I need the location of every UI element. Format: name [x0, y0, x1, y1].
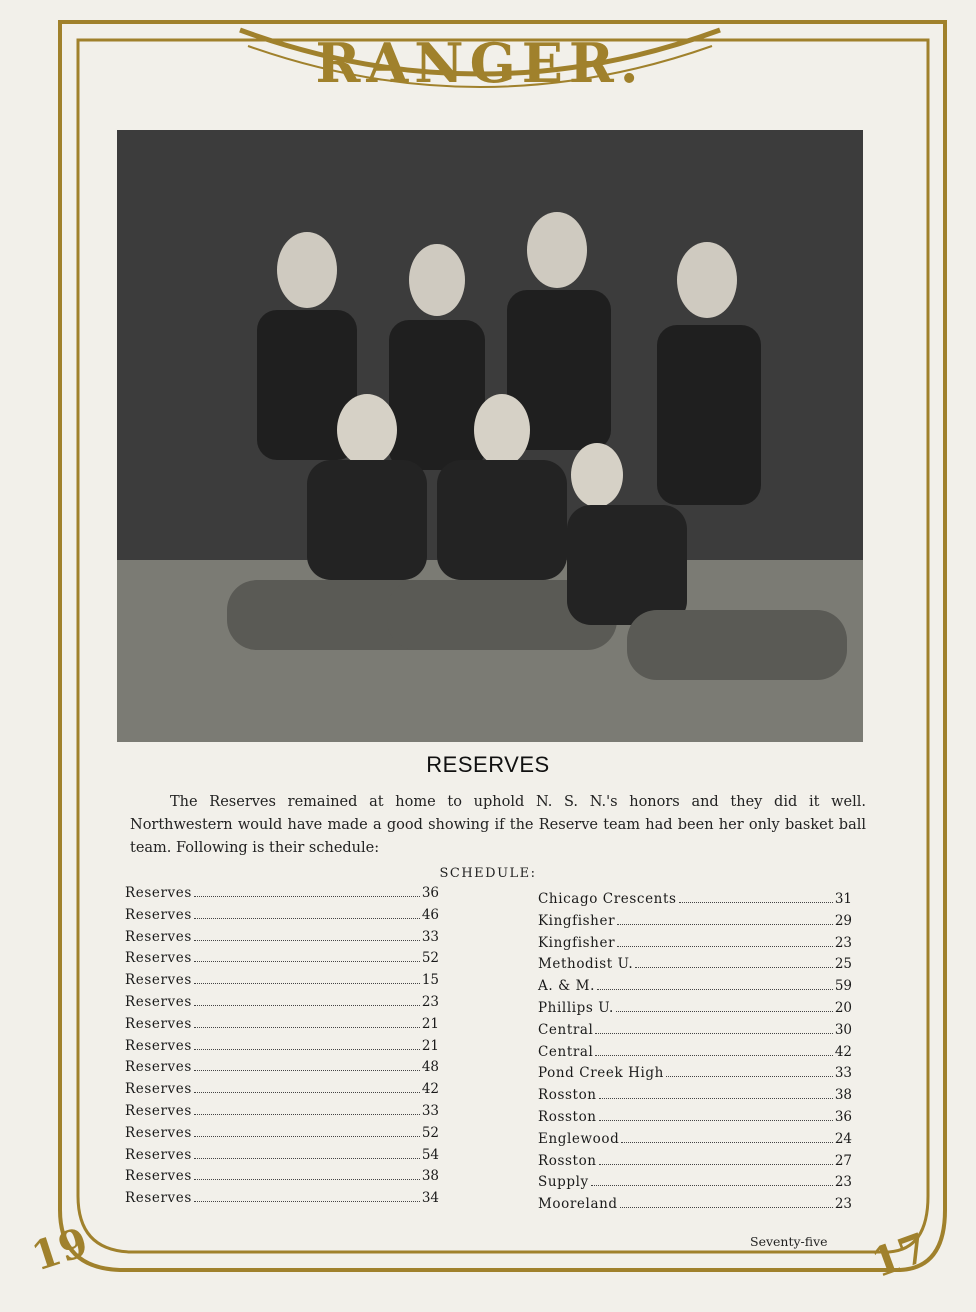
- dot-leader: [599, 1164, 833, 1165]
- dot-leader: [194, 983, 420, 984]
- dot-leader: [621, 1142, 832, 1143]
- team-name: Reserves: [125, 1037, 192, 1054]
- dot-leader: [194, 1158, 420, 1159]
- dot-leader: [617, 924, 833, 925]
- schedule-row-home: [125, 1081, 439, 1103]
- score: 52: [421, 1124, 439, 1141]
- score: 20: [834, 999, 852, 1016]
- team-name: Reserves: [125, 950, 192, 967]
- score: 15: [421, 972, 439, 989]
- schedule-row-home: [125, 994, 439, 1016]
- schedule-row-opponent: [538, 1065, 852, 1087]
- schedule-row-opponent: [538, 1109, 852, 1131]
- score: 23: [421, 993, 439, 1010]
- intro-paragraph: The Reserves remained at home to uphold N. S. N.'s honors and they did it well. Northwestern would have made a good showing if the Reserve team had been her only basket ball team. Following is their schedule:: [130, 794, 866, 856]
- team-name: Reserves: [125, 1124, 192, 1141]
- team-name: Reserves: [125, 1146, 192, 1163]
- score: 25: [834, 956, 852, 973]
- score: 33: [421, 928, 439, 945]
- team-name: Phillips U.: [538, 999, 614, 1016]
- score: 24: [834, 1130, 852, 1147]
- section-heading: RESERVES: [426, 752, 550, 777]
- team-name: Rosston: [538, 1087, 597, 1104]
- team-photo: [117, 130, 863, 742]
- dot-leader: [595, 1033, 832, 1034]
- schedule-row-home: [125, 1038, 439, 1060]
- dot-leader: [194, 1201, 420, 1202]
- schedule-row-opponent: [538, 1087, 852, 1109]
- score: 29: [834, 912, 852, 929]
- schedule-home-column: [125, 885, 439, 1212]
- schedule-label: SCHEDULE:: [439, 866, 537, 881]
- score: 21: [421, 1015, 439, 1032]
- schedule-row-opponent: [538, 1131, 852, 1153]
- schedule-row-home: [125, 972, 439, 994]
- dot-leader: [595, 1055, 832, 1056]
- schedule-opponent-column: [538, 891, 852, 1218]
- schedule-row-home: [125, 1059, 439, 1081]
- score: 38: [421, 1168, 439, 1185]
- team-name: Mooreland: [538, 1196, 618, 1213]
- dot-leader: [194, 918, 420, 919]
- team-name: Kingfisher: [538, 934, 616, 951]
- score: 46: [421, 906, 439, 923]
- score: 23: [834, 1196, 852, 1213]
- banner-title: RANGER.: [315, 31, 645, 95]
- team-name: Englewood: [538, 1130, 620, 1147]
- dot-leader: [194, 940, 420, 941]
- team-name: Reserves: [125, 1059, 192, 1076]
- year-right: 17: [865, 1223, 935, 1288]
- team-name: Reserves: [125, 972, 192, 989]
- team-name: Central: [538, 1021, 594, 1038]
- score: 36: [421, 885, 439, 901]
- score: 36: [834, 1108, 852, 1125]
- year-left: 19: [26, 1218, 94, 1281]
- score: 23: [834, 934, 852, 951]
- team-name: Reserves: [125, 885, 192, 901]
- dot-leader: [194, 1179, 420, 1180]
- schedule-row-home: [125, 1103, 439, 1125]
- schedule-row-opponent: [538, 1196, 852, 1218]
- score: 31: [834, 891, 852, 907]
- score: 21: [421, 1037, 439, 1054]
- schedule-row-opponent: [538, 1153, 852, 1175]
- team-name: Methodist U.: [538, 956, 634, 973]
- dot-leader: [617, 946, 833, 947]
- score: 52: [421, 950, 439, 967]
- dot-leader: [666, 1076, 833, 1077]
- dot-leader: [597, 989, 833, 990]
- team-name: A. & M.: [538, 978, 595, 995]
- schedule-row-opponent: [538, 1022, 852, 1044]
- dot-leader: [194, 961, 420, 962]
- schedule-row-home: [125, 1016, 439, 1038]
- dot-leader: [194, 896, 420, 897]
- score: 42: [834, 1043, 852, 1060]
- dot-leader: [620, 1207, 833, 1208]
- schedule-row-home: [125, 907, 439, 929]
- team-name: Chicago Crescents: [538, 891, 677, 907]
- schedule-row-opponent: [538, 913, 852, 935]
- score: 54: [421, 1146, 439, 1163]
- team-name: Reserves: [125, 1190, 192, 1207]
- dot-leader: [194, 1114, 420, 1115]
- team-name: Reserves: [125, 993, 192, 1010]
- schedule-row-home: [125, 1168, 439, 1190]
- score: 38: [834, 1087, 852, 1104]
- schedule-row-home: [125, 1147, 439, 1169]
- schedule-row-opponent: [538, 1174, 852, 1196]
- schedule-row-opponent: [538, 1044, 852, 1066]
- team-name: Reserves: [125, 1102, 192, 1119]
- dot-leader: [616, 1011, 833, 1012]
- schedule-row-home: [125, 950, 439, 972]
- page-number: Seventy-five: [750, 1234, 828, 1249]
- schedule-row-opponent: [538, 956, 852, 978]
- dot-leader: [194, 1027, 420, 1028]
- score: 33: [834, 1065, 852, 1082]
- team-name: Kingfisher: [538, 912, 616, 929]
- dot-leader: [194, 1049, 420, 1050]
- dot-leader: [679, 902, 833, 903]
- score: 30: [834, 1021, 852, 1038]
- dot-leader: [194, 1005, 420, 1006]
- schedule-row-home: [125, 929, 439, 951]
- dot-leader: [599, 1120, 833, 1121]
- team-name: Pond Creek High: [538, 1065, 664, 1082]
- score: 33: [421, 1102, 439, 1119]
- score: 59: [834, 978, 852, 995]
- dot-leader: [635, 967, 833, 968]
- team-name: Central: [538, 1043, 594, 1060]
- team-name: Reserves: [125, 1168, 192, 1185]
- schedule-row-home: [125, 885, 439, 907]
- team-photo-icon: [117, 130, 863, 742]
- team-name: Reserves: [125, 1015, 192, 1032]
- dot-leader: [599, 1098, 833, 1099]
- dot-leader: [591, 1185, 833, 1186]
- schedule-row-home: [125, 1125, 439, 1147]
- schedule-row-opponent: [538, 978, 852, 1000]
- schedule-row-opponent: [538, 935, 852, 957]
- team-name: Reserves: [125, 1081, 192, 1098]
- schedule-row-opponent: [538, 891, 852, 913]
- score: 48: [421, 1059, 439, 1076]
- schedule-row-home: [125, 1190, 439, 1212]
- team-name: Reserves: [125, 928, 192, 945]
- team-name: Rosston: [538, 1152, 597, 1169]
- score: 27: [834, 1152, 852, 1169]
- schedule-row-opponent: [538, 1000, 852, 1022]
- score: 34: [421, 1190, 439, 1207]
- dot-leader: [194, 1136, 420, 1137]
- dot-leader: [194, 1092, 420, 1093]
- team-name: Supply: [538, 1174, 589, 1191]
- score: 23: [834, 1174, 852, 1191]
- team-name: Reserves: [125, 906, 192, 923]
- dot-leader: [194, 1070, 420, 1071]
- score: 42: [421, 1081, 439, 1098]
- team-name: Rosston: [538, 1108, 597, 1125]
